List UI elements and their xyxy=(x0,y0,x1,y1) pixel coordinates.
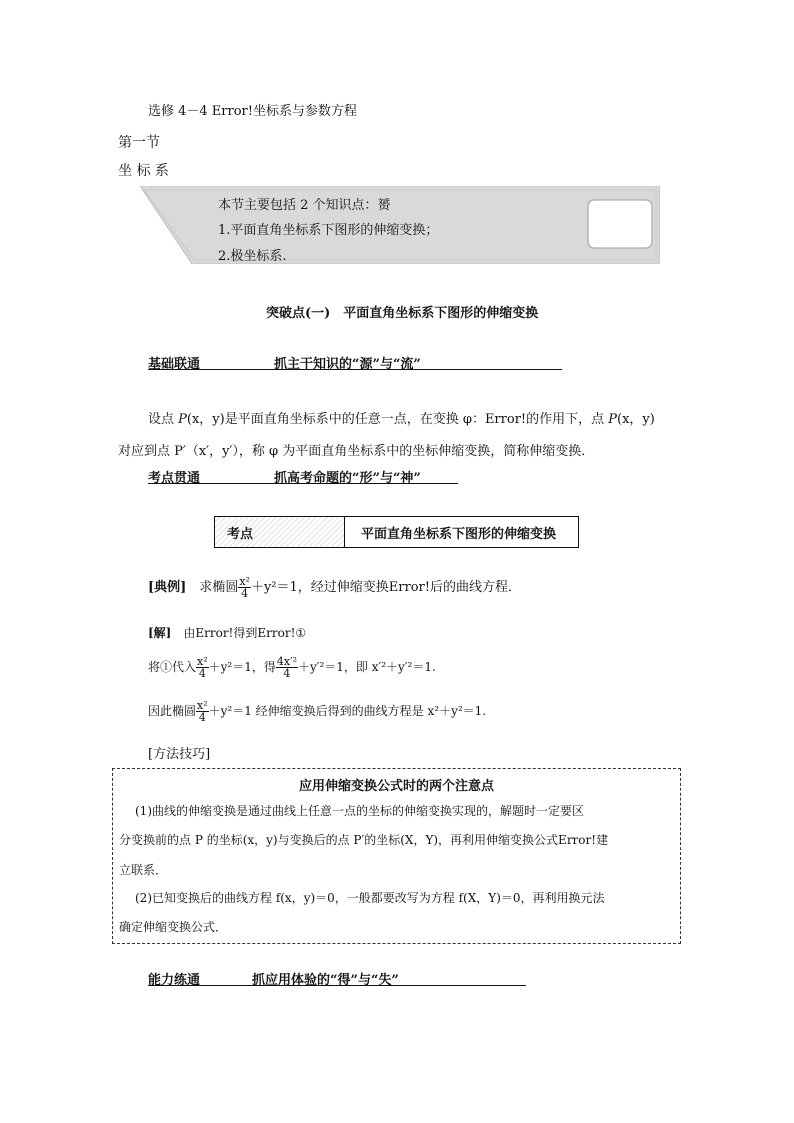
solution-line-1 xyxy=(148,624,306,641)
example-frac-num: x² xyxy=(239,575,250,588)
solution-frac2-den: 4 xyxy=(283,667,291,680)
definition-line-1 xyxy=(148,408,655,427)
example-text-a: 求椭圆 xyxy=(186,580,239,595)
method-p1-line-2: 分变换前的点 P 的坐标(x，y)与变换后的点 P′的坐标(X，Y)，再利用伸缩变换公式Error!建 xyxy=(119,833,609,847)
method-p1-line-3: 立联系． xyxy=(119,863,168,877)
knowledge-banner xyxy=(140,186,660,264)
method-tag: [方法技巧] xyxy=(148,747,211,762)
solution-fraction-1 xyxy=(196,656,209,679)
ability-bar xyxy=(148,969,526,986)
method-p1-line-1: (1)曲线的伸缩变换是通过曲线上任意一点的坐标的伸缩变换实现的，解题时一定要区 xyxy=(135,804,585,818)
banner-line-3: 2.极坐标系. xyxy=(218,249,287,264)
def-point-p2: P xyxy=(608,412,618,427)
method-box xyxy=(112,768,681,944)
solution-text-2a: 将①代入 xyxy=(148,660,197,674)
exam-slogan: 抓高考命题的“形”与“神” xyxy=(274,471,421,486)
solution-frac1-den: 4 xyxy=(198,667,206,680)
basic-label: 基础联通 xyxy=(148,357,201,372)
basic-slogan: 抓主干知识的“源”与“流” xyxy=(274,357,421,372)
def-text-a: 设点 xyxy=(148,412,179,427)
solution-text-3a: 因此椭圆 xyxy=(148,704,197,718)
def-text-e: (x，y) xyxy=(617,412,655,427)
solution-frac3-den: 4 xyxy=(198,711,206,724)
kaodian-label-cell xyxy=(215,517,345,547)
solution-frac2-num: 4x′² xyxy=(276,655,297,668)
section-title: 第一节 xyxy=(118,135,160,151)
ability-slogan: 抓应用体验的“得”与“失” xyxy=(252,973,399,988)
ability-label: 能力练通 xyxy=(148,973,201,988)
solution-tag: [解] xyxy=(148,626,172,640)
solution-text-3b: ＋y²＝1 经伸缩变换后得到的曲线方程是 x²＋y²＝1. xyxy=(208,704,487,718)
solution-frac3-num: x² xyxy=(197,699,208,712)
kaodian-table xyxy=(214,516,579,548)
example-fraction xyxy=(238,576,251,599)
solution-fraction-3 xyxy=(196,700,209,723)
solution-fraction-2 xyxy=(276,656,298,679)
solution-line-2 xyxy=(148,656,436,679)
banner-line-2: 1.平面直角坐标系下图形的伸缩变换； xyxy=(218,223,439,238)
method-p2-line-1: (2)已知变换后的曲线方程 f(x，y)＝0，一般都要改写为方程 f(X，Y)＝0，再利用换元法 xyxy=(135,891,605,905)
example-tag: [典例] xyxy=(148,580,187,595)
kaodian-value: 平面直角坐标系下图形的伸缩变换 xyxy=(361,527,557,542)
exam-bar xyxy=(148,467,458,484)
example-line xyxy=(148,576,521,599)
kaodian-label: 考点 xyxy=(227,527,254,542)
banner-line-1: 本节主要包括 2 个知识点：赟 xyxy=(218,198,391,213)
definition-line-2: 对应到点 P′（x′，y′），称 φ 为平面直角坐标系中的坐标伸缩变换，简称伸缩变换． xyxy=(118,444,595,459)
solution-text-2b: ＋y²＝1，得 xyxy=(208,660,276,674)
example-frac-den: 4 xyxy=(241,587,249,600)
course-title: 选修 4－4 Error!坐标系与参数方程 xyxy=(148,104,357,119)
chapter-title: 坐 标 系 xyxy=(118,163,169,179)
banner-white-box xyxy=(588,200,652,248)
basic-bar xyxy=(148,353,562,370)
solution-line-3 xyxy=(148,700,486,723)
breakthrough-heading: 突破点(一) 平面直角坐标系下图形的伸缩变换 xyxy=(266,306,539,321)
method-p2-line-2: 确定伸缩变换公式． xyxy=(119,920,228,934)
def-point-p: P xyxy=(178,412,187,427)
solution-frac1-num: x² xyxy=(197,655,208,668)
exam-label: 考点贯通 xyxy=(148,471,201,486)
solution-text-1: 由Error!得到Error!① xyxy=(171,626,307,640)
def-text-c: (x，y)是平面直角坐标系中的任意一点，在变换 φ：Error!的作用下，点 xyxy=(186,412,609,427)
method-title: 应用伸缩变换公式时的两个注意点 xyxy=(298,779,494,794)
solution-text-2c: ＋y′²＝1，即 x′²＋y′²＝1. xyxy=(297,660,436,674)
example-text-b: ＋y²＝1，经过伸缩变换Error!后的曲线方程． xyxy=(250,580,521,595)
